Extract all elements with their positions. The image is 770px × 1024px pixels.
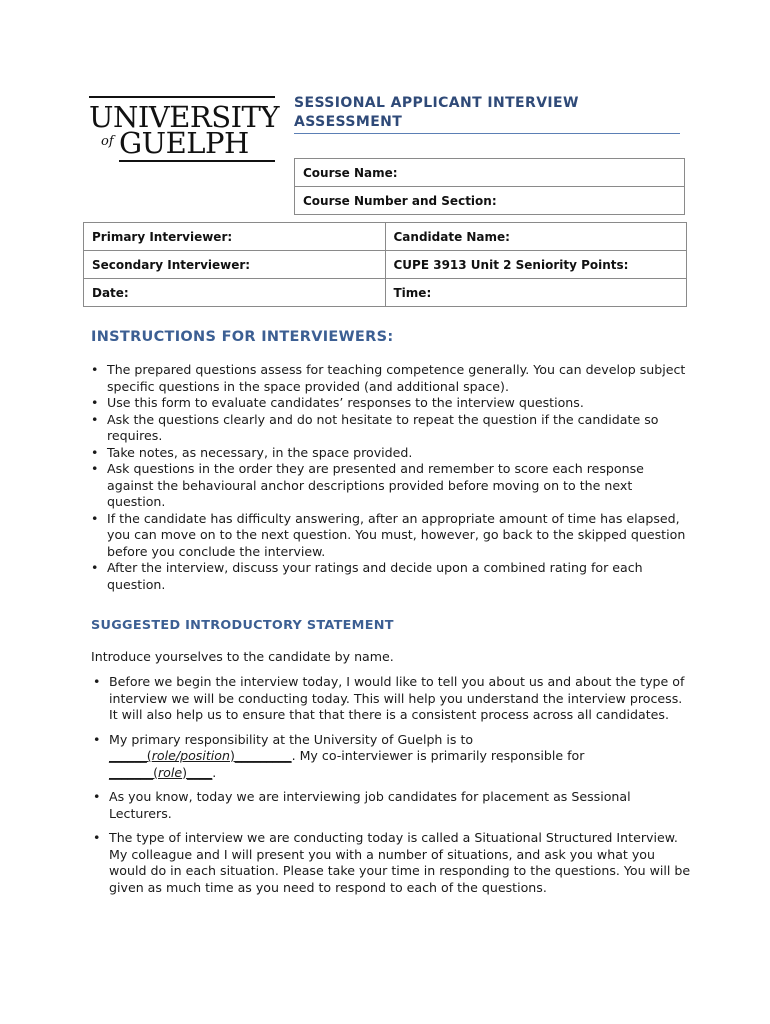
blank-line: )_________ — [229, 748, 292, 763]
primary-interviewer-field[interactable]: Primary Interviewer: — [84, 223, 386, 251]
blank-line: ______( — [109, 748, 152, 763]
intro-list — [91, 674, 691, 904]
seniority-points-field[interactable]: CUPE 3913 Unit 2 Seniority Points: — [385, 251, 687, 279]
logo-top-rule — [89, 96, 275, 98]
list-item: • The prepared questions assess for teaching competence generally. You can develop subject specific questions in the space provided (and additional space). — [89, 362, 689, 395]
candidate-name-field[interactable]: Candidate Name: — [385, 223, 687, 251]
blank-line: )____ — [182, 764, 213, 780]
list-item: • If the candidate has difficulty answering, after an appropriate amount of time has elapsed, you can move on to the next question. You must, however, go back to the skipped question before you conclude the interview. — [89, 511, 689, 561]
list-item: • After the interview, discuss your ratings and decide upon a combined rating for each question. — [89, 560, 689, 593]
role-position-placeholder: role/position — [151, 748, 230, 763]
list-item: • As you know, today we are interviewing job candidates for placement as Sessional Lecturers. — [91, 789, 691, 822]
university-logo — [89, 96, 280, 162]
instructions-heading: INSTRUCTIONS FOR INTERVIEWERS: — [91, 329, 394, 345]
list-item: • Take notes, as necessary, in the space provided. — [89, 445, 689, 462]
logo-guelph-text: GUELPH — [119, 126, 249, 160]
list-item: • Use this form to evaluate candidates’ responses to the interview questions. — [89, 395, 689, 412]
time-field[interactable]: Time: — [385, 279, 687, 307]
document-title: SESSIONAL APPLICANT INTERVIEW ASSESSMENT — [294, 95, 579, 130]
date-field[interactable]: Date: — [84, 279, 386, 307]
list-item: • The type of interview we are conducting today is called a Situational Structured Interview. My colleague and I will present you with a number of situations, and ask you what you would do in each situation. Please take your time in responding to the questions. You will be given as much time as you need to respond to each of the questions. — [91, 830, 691, 896]
instructions-list — [89, 362, 689, 593]
list-item: • Before we begin the interview today, I would like to tell you about us and about the type of interview we will be conducting today. This will help you understand the interview process. It will also help us to ensure that that there is a consistent process across all candidates. — [91, 674, 691, 724]
list-item — [91, 732, 691, 782]
interview-info-table — [83, 222, 687, 307]
logo-university-text: UNIVERSITY — [89, 100, 280, 134]
intro-lead-text: Introduce yourselves to the candidate by name. — [91, 649, 394, 664]
blank-line: _______( — [109, 764, 158, 780]
course-table — [294, 158, 685, 215]
intro-statement-heading: SUGGESTED INTRODUCTORY STATEMENT — [91, 618, 394, 633]
course-name-field[interactable]: Course Name: — [295, 159, 685, 187]
course-number-field[interactable]: Course Number and Section: — [295, 187, 685, 215]
secondary-interviewer-field[interactable]: Secondary Interviewer: — [84, 251, 386, 279]
list-item: • Ask the questions clearly and do not hesitate to repeat the question if the candidate so requires. — [89, 412, 689, 445]
intro-item2-text: . My co-interviewer is primarily responsible for — [291, 748, 585, 763]
logo-bottom-rule — [119, 160, 275, 162]
intro-item2-text: My primary responsibility at the University of Guelph is to — [109, 731, 474, 747]
role-placeholder: role — [158, 764, 183, 780]
intro-item2-text: . — [212, 764, 217, 780]
logo-of-text: of — [101, 134, 114, 149]
list-item: • Ask questions in the order they are presented and remember to score each response against the behavioural anchor descriptions provided before moving on to the next question. — [89, 461, 689, 511]
title-divider — [294, 133, 680, 134]
